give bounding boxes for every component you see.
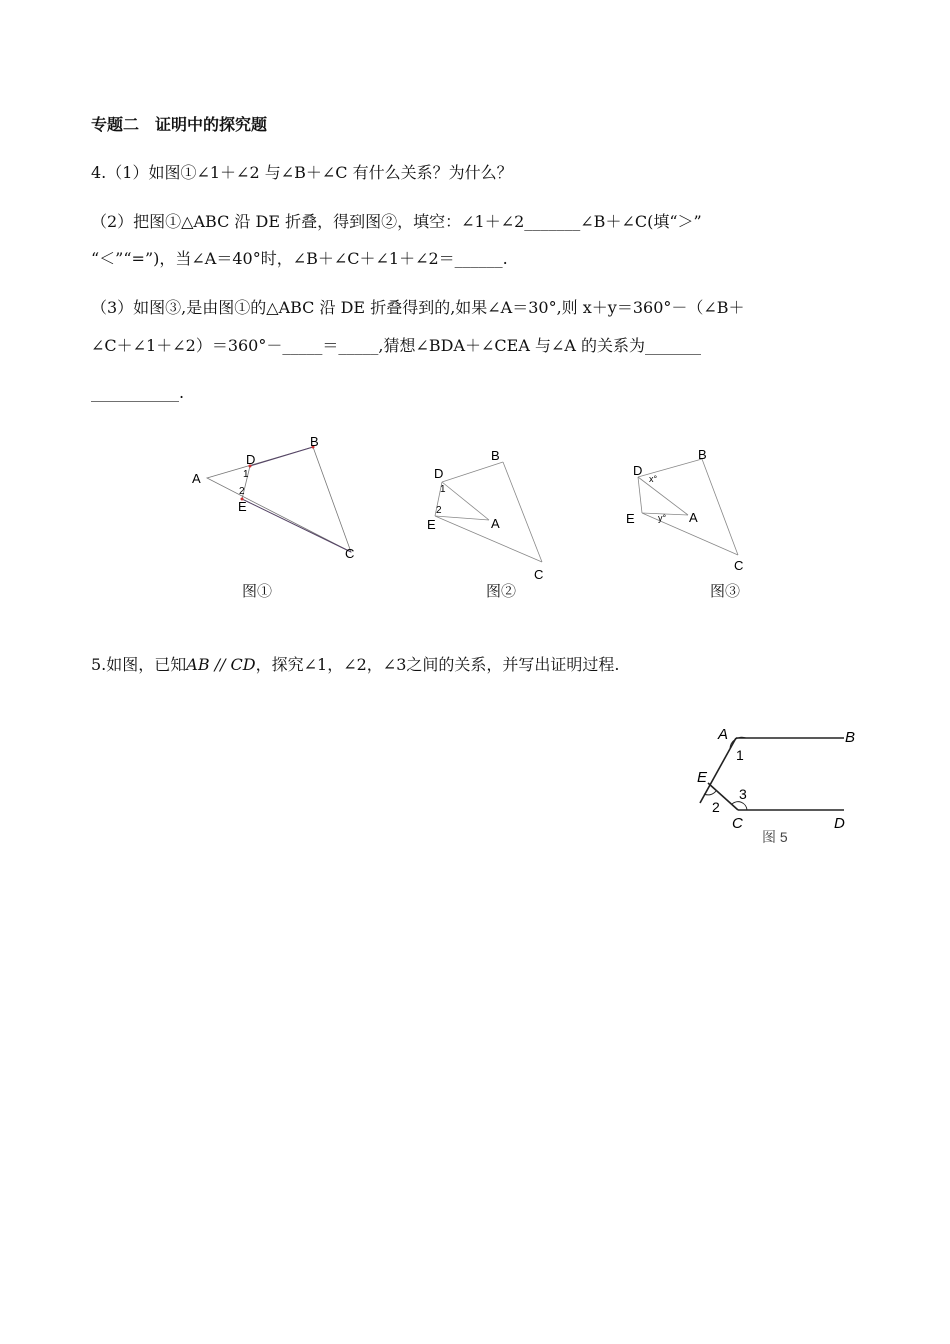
fig2-side-db (442, 462, 503, 482)
q5-math-parallel: AB // CD (186, 655, 256, 674)
fig1-label-b: B (310, 434, 319, 449)
fig3-side-da (638, 477, 688, 515)
fig1-label-a: A (192, 471, 201, 486)
fig3-caption: 图③ (710, 582, 741, 600)
fig2-label-angle-2: 2 (436, 505, 442, 516)
figure-2 (420, 443, 560, 583)
fig2-label-b: B (491, 448, 500, 463)
fig2-side-ec (435, 516, 542, 562)
figure-5 (690, 720, 870, 850)
q4-line-4: （3）如图③,是由图①的△ABC 沿 DE 折叠得到的,如果∠A＝30°,则 x＋y＝360°－（∠B＋ (91, 298, 745, 317)
fig5-label-a: A (718, 726, 729, 743)
fig1-label-d: D (246, 452, 256, 467)
q4-line-2: （2）把图①△ABC 沿 DE 折叠，得到图②，填空：∠1＋∠2_______∠B＋∠C(填“＞” (91, 212, 702, 231)
fig5-label-angle-1: 1 (736, 747, 744, 763)
fig3-label-d: D (633, 463, 643, 478)
fig5-label-c: C (732, 815, 743, 832)
fig2-label-c: C (534, 567, 544, 582)
fig2-caption: 图② (486, 582, 517, 600)
fig2-side-bc (503, 462, 542, 562)
fig2-label-angle-1: 1 (440, 484, 446, 495)
q4-line-3: “＜”“=”)，当∠A＝40°时，∠B＋∠C＋∠1＋∠2＝______. (91, 249, 508, 268)
q5-line (91, 652, 619, 675)
fig3-label-x: x° (649, 474, 658, 484)
fig1-label-e: E (238, 499, 247, 514)
q4-line-5: ∠C＋∠1＋∠2）＝360°－_____＝_____,猜想∠BDA＋∠CEA 与∠A 的关系为_______ (91, 336, 702, 355)
fig3-label-a: A (689, 510, 698, 525)
q4-line-6: ___________. (91, 383, 185, 402)
fig2-side-da (442, 482, 489, 520)
fig3-label-e: E (626, 511, 635, 526)
fig3-label-b: B (698, 447, 707, 462)
fig2-label-e: E (427, 517, 436, 532)
fig1-label-angle-2: 2 (239, 486, 245, 497)
fig3-label-c: C (734, 558, 744, 573)
fig3-side-bc (702, 459, 738, 555)
fig3-fold-line (638, 477, 642, 513)
fig2-label-d: D (434, 466, 444, 481)
fig1-caption: 图① (242, 582, 273, 600)
fig5-caption: 图 5 (762, 829, 788, 845)
q5-middle: ，探究∠1，∠2，∠3 (255, 655, 407, 674)
q5-suffix: 之间的关系，并写出证明过程. (406, 655, 620, 674)
fig5-label-angle-2: 2 (712, 799, 720, 815)
q4-line-1: 4.（1）如图①∠1＋∠2 与∠B＋∠C 有什么关系？为什么？ (91, 163, 513, 182)
fig1-label-angle-1: 1 (243, 469, 249, 480)
fig3-side-db (638, 459, 702, 477)
fig1-side-db (250, 447, 313, 466)
fig5-label-d: D (834, 815, 845, 832)
section-title: 专题二 证明中的探究题 (91, 115, 268, 134)
figure-3 (620, 443, 755, 573)
q5-prefix: 5.如图，已知 (91, 655, 187, 674)
fig1-triangle (207, 447, 351, 552)
fig1-label-c: C (345, 546, 355, 561)
fig5-label-angle-3: 3 (739, 786, 747, 802)
fig5-label-e: E (697, 769, 708, 786)
fig2-label-a: A (491, 516, 500, 531)
figure-1 (185, 430, 365, 570)
fig3-label-y: y° (658, 513, 667, 523)
fig5-label-b: B (845, 729, 856, 746)
